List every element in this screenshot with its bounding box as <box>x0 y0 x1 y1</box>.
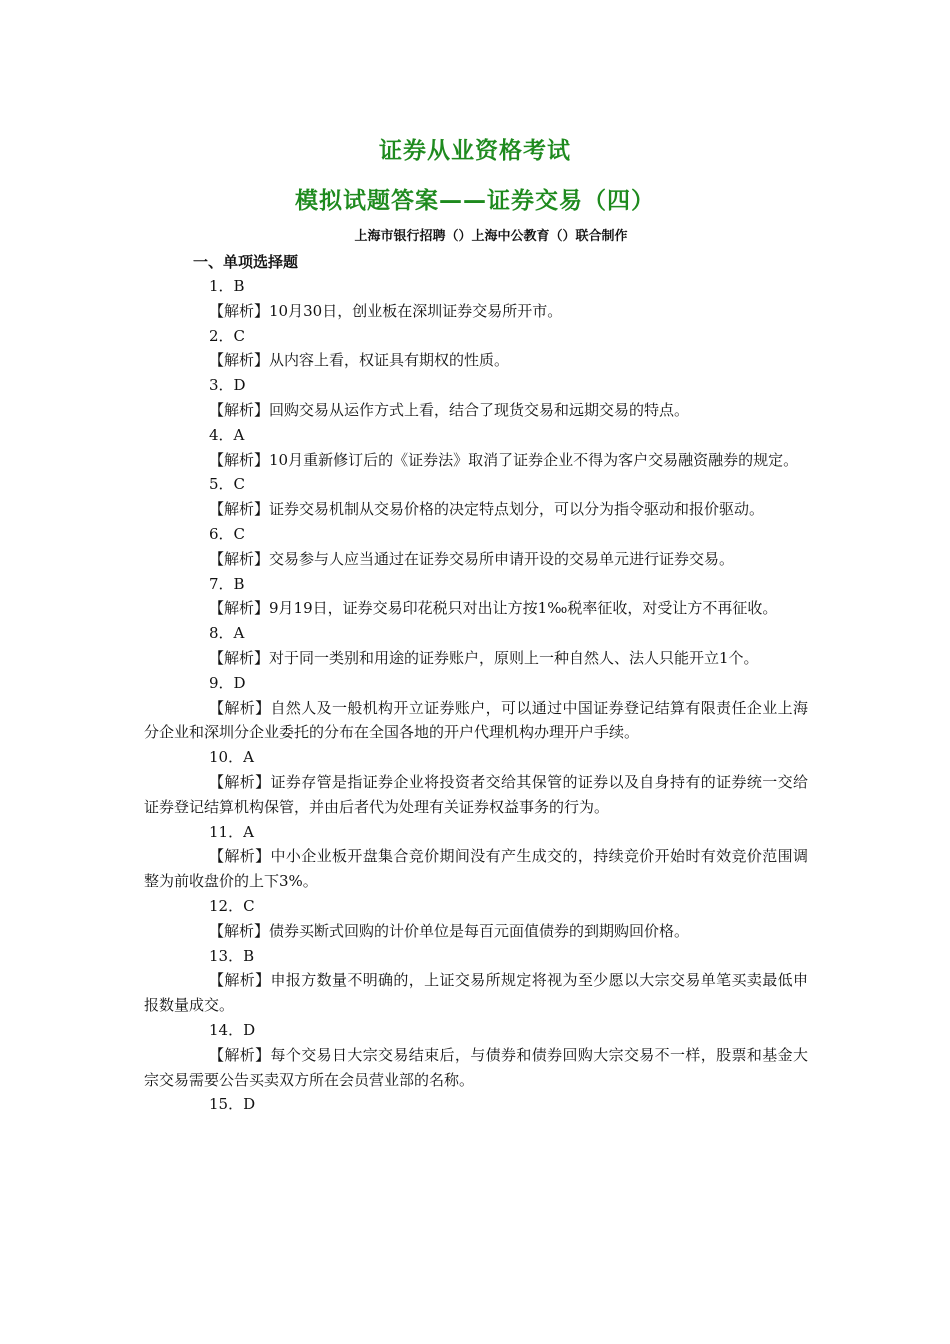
answer-line: 4．A <box>209 425 245 444</box>
answer-line: 2．C <box>209 326 246 345</box>
section-heading: 一、单项选择题 <box>193 253 299 271</box>
explanation-tag: 【解析】 <box>209 450 270 469</box>
answer-line: 8．A <box>209 624 245 643</box>
explanation-tag: 【解析】 <box>209 599 270 618</box>
answer-line: 10．A <box>209 748 254 767</box>
explanation-paragraph <box>144 844 808 894</box>
answer-line: 1．B <box>209 277 245 295</box>
answer-list <box>144 274 808 1117</box>
explanation-tag: 【解析】 <box>209 772 271 791</box>
explanation-text: 债券买断式回购的计价单位是每百元面值债券的到期购回价格。 <box>269 921 690 940</box>
explanation-text: 9月19日，证券交易印花税只对出让方按1‰税率征收，对受让方不再征收。 <box>269 599 778 618</box>
document-subtitle-title: 模拟试题答案——证券交易（四） <box>295 188 655 214</box>
answer-line: 11．A <box>209 822 254 841</box>
explanation-text: 证券存管是指证券企业将投资者交给其保管的证券以及自身持有的证券统一交给证券登记结算机构保管，并由后者代为处理有关证券权益事务的行为。 <box>144 772 808 816</box>
explanation-paragraph <box>144 448 808 473</box>
explanation-text: 证券交易机制从交易价格的决定特点划分，可以分为指令驱动和报价驱动。 <box>269 500 765 519</box>
answer-line: 3．D <box>209 376 246 395</box>
producer-credit: 上海市银行招聘（）上海中公教育（）联合制作 <box>354 229 628 244</box>
explanation-text: 自然人及一般机构开立证券账户，可以通过中国证券登记结算有限责任企业上海分企业和深圳分企业委托的分布在全国各地的开户代理机构办理开户手续。 <box>144 698 808 742</box>
explanation-tag: 【解析】 <box>209 1045 271 1064</box>
answer-line: 13．B <box>209 946 255 965</box>
explanation-paragraph <box>144 348 808 373</box>
explanation-text: 10月重新修订后的《证券法》取消了证券企业不得为客户交易融资融券的规定。 <box>269 450 799 469</box>
explanation-text: 对于同一类别和用途的证券账户，原则上一种自然人、法人只能开立1个。 <box>269 648 759 667</box>
explanation-paragraph <box>144 646 808 671</box>
explanation-tag: 【解析】 <box>209 698 271 717</box>
explanation-paragraph <box>144 770 808 820</box>
answer-line: 9．D <box>209 673 246 692</box>
explanation-paragraph <box>144 596 808 621</box>
explanation-tag: 【解析】 <box>209 648 270 667</box>
document-title: 证券从业资格考试 <box>379 138 571 164</box>
explanation-paragraph <box>144 547 808 572</box>
explanation-paragraph <box>144 398 808 423</box>
explanation-text: 交易参与人应当通过在证券交易所申请开设的交易单元进行证券交易。 <box>269 549 735 568</box>
explanation-text: 10月30日，创业板在深圳证券交易所开市。 <box>269 301 563 320</box>
explanation-paragraph <box>144 497 808 522</box>
answer-line: 6．C <box>209 524 246 543</box>
explanation-text: 回购交易从运作方式上看，结合了现货交易和远期交易的特点。 <box>269 400 690 419</box>
explanation-text: 从内容上看，权证具有期权的性质。 <box>269 351 510 370</box>
explanation-text: 申报方数量不明确的，上证交易所规定将视为至少愿以大宗交易单笔买卖最低申报数量成交。 <box>144 971 808 1015</box>
answer-line: 15．D <box>209 1095 256 1114</box>
explanation-tag: 【解析】 <box>209 847 271 866</box>
explanation-text: 中小企业板开盘集合竞价期间没有产生成交的，持续竞价开始时有效竞价范围调整为前收盘价的上下3%。 <box>144 847 808 891</box>
explanation-tag: 【解析】 <box>209 400 270 419</box>
explanation-tag: 【解析】 <box>209 301 270 320</box>
explanation-tag: 【解析】 <box>209 351 270 370</box>
answer-line: 12．C <box>209 896 255 915</box>
explanation-paragraph <box>144 1043 808 1093</box>
answer-line: 5．C <box>209 475 246 494</box>
explanation-paragraph <box>144 696 808 746</box>
answer-line: 7．B <box>209 574 245 593</box>
explanation-paragraph <box>144 919 808 944</box>
answer-line: 14．D <box>209 1020 256 1039</box>
explanation-paragraph <box>144 299 808 324</box>
explanation-tag: 【解析】 <box>209 971 271 990</box>
explanation-tag: 【解析】 <box>209 549 270 568</box>
explanation-text: 每个交易日大宗交易结束后，与债券和债券回购大宗交易不一样，股票和基金大宗交易需要公告买卖双方所在会员营业部的名称。 <box>144 1045 808 1089</box>
explanation-tag: 【解析】 <box>209 500 270 519</box>
explanation-paragraph <box>144 968 808 1018</box>
explanation-tag: 【解析】 <box>209 921 270 940</box>
